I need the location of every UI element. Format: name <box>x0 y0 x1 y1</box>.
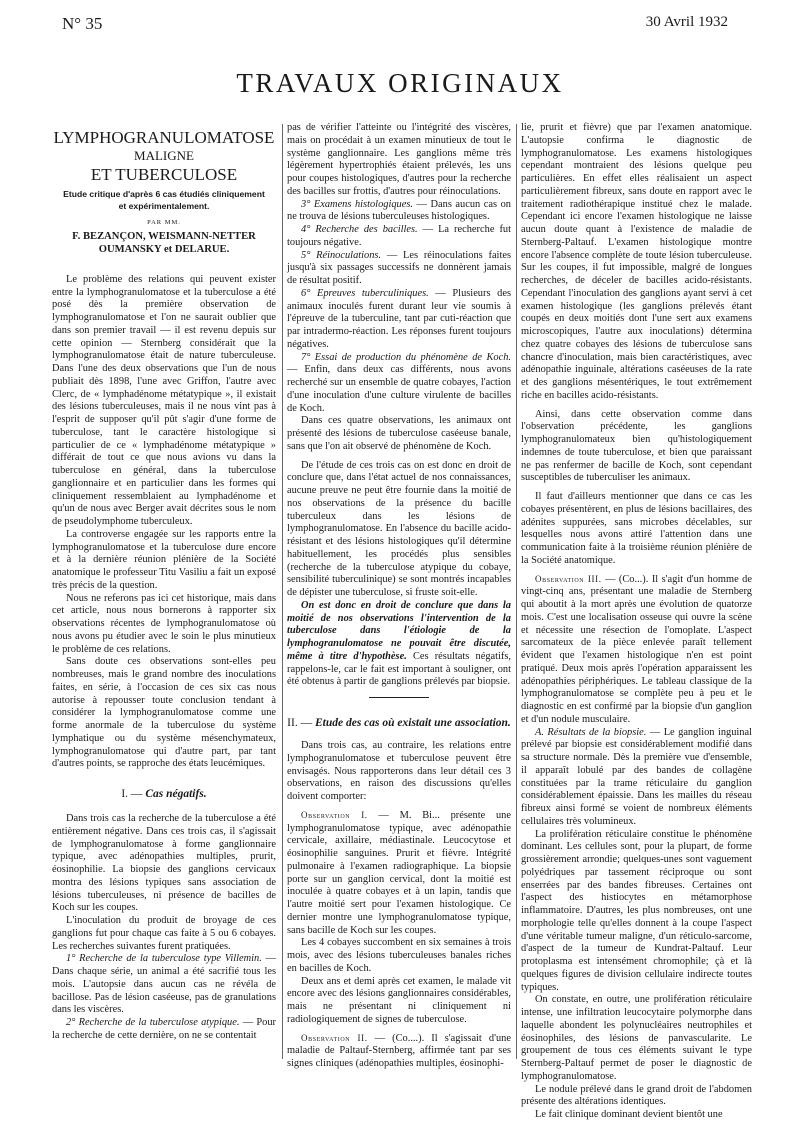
article-subtitle: MALIGNE <box>134 148 194 163</box>
page-header <box>62 14 728 38</box>
paragraph-lead: 3° Examens histologiques. <box>301 198 413 210</box>
paragraph: pas de vérifier l'atteinte ou l'intégrité des viscères, mais on procédait à un examen minutieux de tout le système ganglionnaire. Les ganglions même très légèrement hypertrophiés étaient prélevés, les uns pour coupes histologiques, d'autres pour la recherche des bacilles sur frottis, d'autres pour réinoculations. <box>287 122 511 197</box>
paragraph <box>287 224 511 250</box>
paragraph <box>287 288 511 352</box>
section-heading <box>52 787 276 801</box>
paragraph: La prolifération réticulaire constitue le phénomène dominant. Les cellules sont, pour la plupart, de forme grossièrement arrondie; quelques-unes sont vaguement polyédriques par tassement réciproque ou sont enserrées par des bandes fibreuses. Certaines ont l'aspect des histiocytes en métamorphose inflammatoire. D'autres, les plus nombreuses, ont une morphologie telle qu'elles donnent à la coupe l'aspect d'une véritable tumeur maligne, d'un réticulo-sarcome, d'aspect de la tumeur de Kundrat-Paltauf. Leur protoplasma est intensément chromophile; çà et là quelques figures de division cellulaire indirecte toutes typiques. <box>521 828 752 993</box>
section-heading-text: Cas négatifs. <box>145 788 207 800</box>
article-subtitle: ET TUBERCULOSE <box>90 165 238 184</box>
paragraph-body: — Enfin, dans deux cas différents, nous avons recherché sur un ensemble de quatre cobayes, l'action d'une inoculation d'une culture virulente de bacilles de Koch. <box>287 364 511 414</box>
paragraph <box>287 199 511 225</box>
issue-date: 30 Avril 1932 <box>645 14 728 30</box>
paragraph-lead: 7° Essai de production du phénomène de Koch. <box>301 351 511 363</box>
paragraph-body: — Le ganglion inguinal prélevé par biopsie est considérablement modifié dans sa structure normale. Dès la première vue d'ensemble, il apparaît lobulé par des bandes de collagène constituées par la trame réticulaire du ganglion considérablement épaissie. Dans les mailles du réseau fibreux ainsi formé se voient de nombreux éléments cellulaires très volumineux. <box>521 726 752 827</box>
paragraph-lead: 6° Epreuves tuberculiniques. <box>301 287 429 299</box>
paragraph: Sans doute ces observations sont-elles peu nombreuses, mais le grand nombre des inoculations faites, en série, à l'occasion de ces six cas nous autorise à repousser toute conclusion tendant à considérer la lymphogranulomatose comme une forme anormale de la tuberculose du système lymphatique ou du système mésenchymateux, lymphogranulomatose qui d'autre part, par tant d'autres points, se rapproche des états leucémiques. <box>52 656 276 770</box>
paragraph <box>287 1032 511 1071</box>
paragraph-body: — Plusieurs des animaux inoculés furent durant leur vie soumis à l'épreuve de la tuberculine, tant par cuti-réaction que par intradermo-réaction. Les réponses furent toujours négatives. <box>287 287 511 350</box>
paragraph-body: — Dans aucun cas on ne trouva de lésions tuberculeuses histologiques. <box>287 198 512 223</box>
paragraph: Le fait clinique dominant devient bientôt une <box>535 1109 723 1120</box>
paragraph-body: — M. Bi... présente une lymphogranulomatose typique, avec adénopathie cervicale, axillaire, médiastinale. Leucocytose et éosinophilie sanguines. Prurit et fièvre. Intégrité pulmonaire à l'examen radiographique. La biopsie porte sur un ganglion cervical, dont la moitié est inoculée à quatre cobayes et à un lapin, tandis que l'autre moitié sert pour l'examen histologique. Ce dernier montre une lymphogranulomatose typique, sans bacille de Koch sur les coupes. <box>287 809 511 936</box>
paragraph-lead: A. Résultats de la biopsie. <box>535 726 647 738</box>
paragraph: Les 4 cobayes succombent en six semaines à trois mois, avec des lésions tuberculeuses banales riches en bacilles de Koch. <box>287 937 511 974</box>
paragraph <box>287 809 511 938</box>
text-column-3 <box>521 122 752 1122</box>
paragraph-body: — (Co....). Il s'agissait d'une maladie de Paltauf-Sternberg, affirmée tant par ses signes cliniques (adénopathies multiples, éosinophi- <box>287 1032 511 1069</box>
paragraph: Le problème des relations qui peuvent exister entre la lymphogranulomatose et la tuberculose a été posé dès la première observation de lymphogranulomatose et l'on ne saurait oublier que dans son premier travail — il est revenu depuis sur cette opinion — Sternberg considérait que la lymphogranulomatose était de nature tuberculeuse. Dans l'une des deux observations que l'un de nous publiait dès 1898, l'une avec Griffon, l'autre avec Clerc, de « lymphadénome métatypique », il existait des lésions tuberculeuses, mais il ne nous vint pas à l'esprit de supposer qu'il pût s'agir d'une forme de tuberculose, tant le caractère histologique si particulier de ce « lymphadénome métatypique » différait de tout ce que nous avions vu dans la tuberculose en général, dans la tuberculose ganglionnaire et en particulier dans les formes qui cliniquement ressemblaient au lymphadénome et qu'un de nous avec Berger avait décrites sous le nom de pseudolymphome tuberculeux. <box>52 273 276 527</box>
paragraph: Dans trois cas la recherche de la tuberculose a été entièrement négative. Dans ces trois cas, il s'agissait de lymphogranulomatose à forme ganglionnaire typique, avec adénopathies multiples, prurit, éosinophilie. La biopsie des ganglions cervicaux montra des lésions typiques sans association de lésions tuberculeuses, ni présence de bacilles de Koch sur les coupes. <box>52 813 276 914</box>
paragraph-lead: Observation I. <box>301 809 368 820</box>
paragraph-body: — Pour la recherche de cette dernière, on ne se contentait <box>52 1017 277 1041</box>
paragraph: On constate, en outre, une prolifération réticulaire intense, une infiltration leucocytaire polymorphe dans laquelle abondent les polynucléaires neutrophiles et éosinophiles, des lésions de panvascularite. Le groupement de tous ces éléments suivant le type Sternberg-Paltauf permet de poser le diagnostic de lymphogranulomatose. <box>521 994 752 1082</box>
article-authors <box>52 230 276 256</box>
paragraph: L'inoculation du produit de broyage de ces ganglions fut pour chaque cas faite à 5 ou 6 cobayes. Les recherches suivantes furent pratiquées. <box>52 915 276 952</box>
paragraph-body: — La recherche fut toujours négative. <box>287 224 511 248</box>
paragraph-body: — (Co...). Il s'agit d'un homme de vingt-cinq ans, présentant une maladie de Sternberg qui aboutit à la mort après une évolution de quatorze mois. C'est une localisation osseuse qui ouvre la scène et nécessite une résection de l'omoplate. L'aspect sarcomateux de la pièce enlevée paraît tellement évident que l'examen histologique n'en est point pratiqué. Deux mois après l'opération apparaissent les adénopathies périphériques. Le tableau classique de la lymphogranulomatose se complète peu à peu et le diagnostic en est confirmé par la biopsie d'un ganglion et d'un nodule musculaire. <box>521 573 752 725</box>
article-description-line: et expérimentalement. <box>118 200 210 211</box>
paragraph: Le nodule prélevé dans le grand droit de l'abdomen présente des altérations identiques. <box>521 1083 752 1108</box>
paragraph: Ainsi, dans cette observation comme dans l'observation précédente, les ganglions lymphogranulomateux bien qu'histologiquement indemnes de toute tuberculose, et bien que paraissant ne pas renfermer de bacille de Koch, sont cependant susceptibles de tuberculiser les animaux. <box>521 408 752 484</box>
paragraph-lead: 5° Réinoculations. <box>301 249 382 261</box>
section-heading <box>287 716 511 730</box>
paragraph-body: — Dans chaque série, un animal a été sacrifié tous les mois. L'autopsie dans aucun cas ne révéla de bacillose. Pas de lésion caséeuse, pas de granulations dans les viscères. <box>52 953 276 1016</box>
paragraph-lead: Observation II. <box>301 1032 368 1043</box>
paragraph <box>521 573 752 727</box>
paragraph: Il faut d'ailleurs mentionner que dans ce cas les cobayes présentèrent, en plus de lésions bacillaires, des adénites suppurées, sans microbes décelables, sur lesquelles nous avons attiré l'attention dans une communication faite à la troisième réunion plénière de la Société anatomique. <box>521 491 752 566</box>
paragraph: Nous ne referons pas ici cet historique, mais dans cet article, nous nous bornerons à rapporter six observations récentes de lymphogranulomatose où nous avons pu étudier avec le soin le plus minutieux le problème de ces relations. <box>52 592 276 655</box>
section-divider <box>369 697 429 698</box>
paragraph: De l'étude de ces trois cas on est donc en droit de conclure que, dans l'état actuel de nos connaissances, aucune preuve ne peut être fournie dans la moitié de nos observations de la présence du bacille tuberculeux dans les lésions de lymphogranulomatose. En l'absence du bacille acido-résistant et des lésions histologiques qu'il détermine habituellement, les procédés plus sensibles (recherche de la tuberculose atypique du cobaye, sensibilité tuberculinique) se sont montrés incapables de dépister une tuberculose, si fruste soit-elle. <box>287 459 511 598</box>
paragraph: Dans trois cas, au contraire, les relations entre lymphogranulomatose et tuberculose peuvent être envisagés. Nous rapporterons dans leur détail ces 3 observations, en raison des discussions qu'elles doivent comporter: <box>287 740 511 802</box>
paragraph <box>287 352 511 416</box>
paragraph: lie, prurit et fièvre) que par l'examen anatomique. L'autopsie confirma le diagnostic de lymphogranulomatose. Les examens histologiques cependant montraient des lésions quelque peu particulières. En effet elles réalisaient un aspect particulièrement fibreux, sans doute en rapport avec le traitement radiothérapique institué chez le malade. Cependant ici encore l'examen histologique ne laisse aucun doute quant à l'existence de maladie de Sternberg-Paltauf. L'examen histologique montre encore l'absence complète de toute lésion tuberculeuse. Sur les coupes, il fut impossible, malgré de longues recherches, de déceler de bacilles acido-résistants. Cependant l'inoculation des ganglions ayant servi à cet examen histologique (les ganglions prélevés étant coupés en deux moitiés dont l'une sert aux examens microscopiques, l'autre aux inoculations) détermina chez quatre cobayes des lésions de tuberculose sans chancre d'inoculation, mais bien caractéristiques, avec adénopathie inguinale, altérations caséeuses de la rate et des ganglions mésentériques, le tout extrêmement riche en bacilles acido-résistants. <box>521 122 752 401</box>
paragraph-lead: 2° Recherche de la tuberculose atypique. <box>66 1017 240 1028</box>
paragraph-lead: Observation III. <box>535 573 602 584</box>
section-title: TRAVAUX ORIGINAUX <box>236 68 564 98</box>
text-column-2 <box>287 122 511 1071</box>
paragraph-lead: 4° Recherche des bacilles. <box>301 224 418 235</box>
paragraph <box>287 600 511 689</box>
section-number: II. — <box>287 717 313 729</box>
paragraph <box>287 250 511 288</box>
paragraph: Dans ces quatre observations, les animaux ont présenté des lésions de tuberculose caséeuse banale, sans que l'on ait observé de phénomène de Koch. <box>287 415 511 452</box>
paragraph-emphasis: On est donc en droit de conclure que dans la moitié de nos observations l'intervention de la tuberculose dans l'étiologie de la lymphogranulomatose ne pouvait être discutée, même à titre d'hypothèse. <box>287 599 511 662</box>
authors-line: OUMANSKY et DELARUE. <box>98 243 230 255</box>
column-divider <box>516 124 517 1059</box>
paragraph-body: Ces résultats négatifs, rappelons-le, car le fait est important à souligner, ont été obtenus à partir de ganglions prélevés par biopsie. <box>287 650 511 688</box>
paragraph-body: — Les réinoculations faites jusqu'à six passages successifs ne donnèrent jamais de résultat positif. <box>287 249 511 286</box>
column-divider <box>282 124 283 1059</box>
section-heading-text: Etude des cas où existait une association. <box>314 717 511 729</box>
byline-par: PAR MM. <box>147 219 181 226</box>
article-title: LYMPHOGRANULOMATOSE <box>53 128 275 147</box>
paragraph: La controverse engagée sur les rapports entre la lymphogranulomatose et la tuberculose dure encore et à la dernière réunion plénière de la Société anatomique le professeur Titu Vasiliu a fait un exposé très précis de la question. <box>52 528 276 591</box>
paragraph <box>521 727 752 829</box>
paragraph-lead: 1° Recherche de la tuberculose type Villemin. <box>66 953 262 965</box>
paragraph <box>52 953 276 1017</box>
article-description-line: Etude critique d'après 6 cas étudiés cliniquement <box>63 189 265 199</box>
article-description <box>52 189 276 212</box>
page-number: N° 35 <box>62 14 103 33</box>
paragraph <box>52 1017 276 1043</box>
paragraph: Deux ans et demi après cet examen, le malade vit encore avec des lésions ganglionnaires considérables, mais ne présentant ni cliniquement ni radiologiquement de signes de tuberculose. <box>287 975 511 1025</box>
text-column-1 <box>52 122 276 1043</box>
authors-line: F. BEZANÇON, WEISMANN-NETTER <box>72 230 256 242</box>
section-number: I. — <box>121 788 143 800</box>
